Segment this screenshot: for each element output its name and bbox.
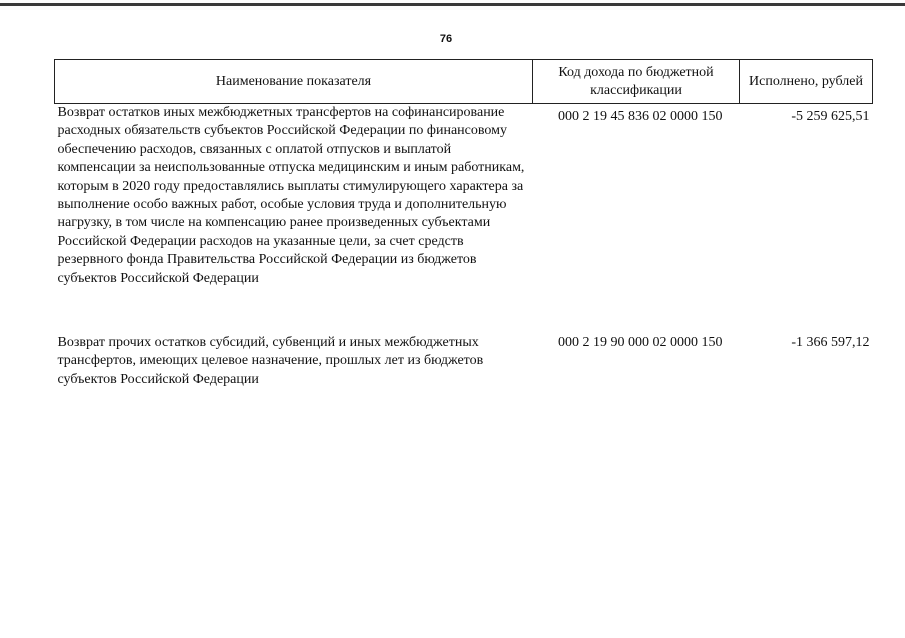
table-header	[55, 60, 873, 104]
row-code: 000 2 19 45 836 02 0000 150	[558, 109, 723, 124]
row-name: Возврат остатков иных межбюджетных трансфертов на софинансирование расходных обязательств субъектов Российской Федерации по финансовому обеспечению расходов, связанных с оплатой отпусков и выплатой компенсации за неиспользованные отпуска медицинским и иным работникам, которым в 2020 году предоставлялись выплаты стимулирующего характера за выполнение особо важных работ, особые условия труда и дополнительную нагрузку, в том числе на компенсацию ранее произведенных субъектами Российской Федерации расходов на указанные цели, за счет средств резервного фонда Правительства Российской Федерации из бюджетов субъектов Российской Федерации	[57, 105, 525, 286]
header-amount: Исполнено, рублей	[740, 60, 873, 104]
budget-execution-table	[54, 59, 873, 389]
page-number: 76	[439, 33, 453, 45]
row-amount: -5 259 625,51	[791, 109, 870, 124]
header-row	[55, 60, 873, 104]
header-name: Наименование показателя	[55, 60, 533, 104]
top-border-rule	[0, 3, 905, 6]
table-row	[55, 334, 873, 389]
table-row	[55, 104, 873, 335]
row-amount: -1 366 597,12	[791, 335, 870, 350]
header-code: Код дохода по бюджетной классификации	[533, 60, 740, 104]
table-body	[55, 104, 873, 390]
row-code: 000 2 19 90 000 02 0000 150	[558, 335, 723, 350]
row-name: Возврат прочих остатков субсидий, субвенций и иных межбюджетных трансфертов, имеющих целевое назначение, прошлых лет из бюджетов субъектов Российской Федерации	[57, 335, 484, 387]
